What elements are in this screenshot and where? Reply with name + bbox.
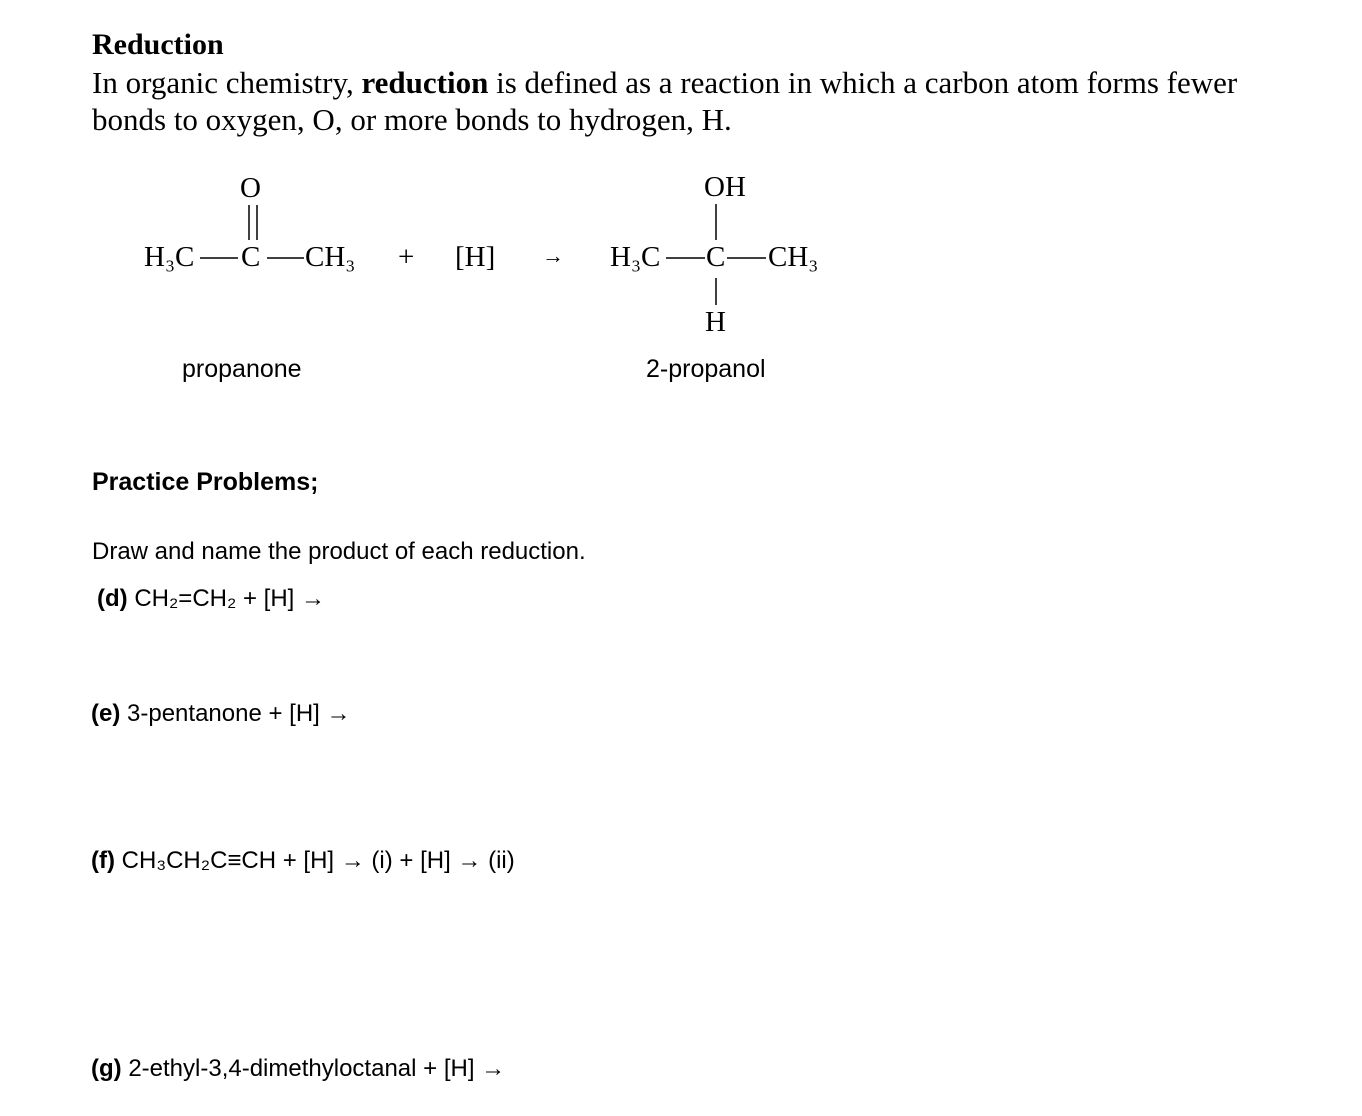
reactant-right-group: CH₃ [305,241,356,273]
problem-f-label: (f) [91,847,115,874]
problem-e-label: (e) [91,700,121,727]
product-right-group: CH₃ [768,241,819,273]
definition-intro: In organic chemistry, [92,65,354,100]
definition-term: reduction [361,65,489,100]
problem-e-text: 3-pentanone + [H] → [127,700,351,727]
reactant-left-group: H₃C [144,241,195,273]
product-left-group: H₃C [610,241,661,273]
reagent-hydrogen: [H] [455,241,496,273]
plus-sign: + [398,241,415,273]
problem-f [91,847,515,875]
problem-f-text: CH₃CH₂C≡CH + [H] → (i) + [H] → (ii) [121,847,515,874]
product-hydroxyl: OH [704,171,746,203]
problem-d-label: (d) [97,585,128,612]
instruction-text: Draw and name the product of each reduction. [92,538,586,565]
problem-g [91,1055,505,1083]
page-title: Reduction [92,28,224,61]
practice-heading: Practice Problems; [92,468,319,496]
reactant-name: propanone [182,355,302,383]
problem-d [97,585,325,613]
definition-rest: is defined as a reaction in which a carbon atom forms fewer bonds to oxygen, O, or more bonds to hydrogen, H. [92,65,1238,137]
problem-e [91,700,351,728]
problem-g-label: (g) [91,1055,122,1082]
reactant-carbon: C [241,241,261,273]
problem-d-text: CH₂=CH₂ + [H] → [134,585,325,612]
product-name: 2-propanol [646,355,766,383]
problem-g-text: 2-ethyl-3,4-dimethyloctanal + [H] → [128,1055,506,1082]
reactant-oxygen: O [240,172,261,204]
product-carbon: C [706,241,726,273]
product-hydrogen: H [705,306,726,338]
reaction-arrow: → [542,243,564,268]
